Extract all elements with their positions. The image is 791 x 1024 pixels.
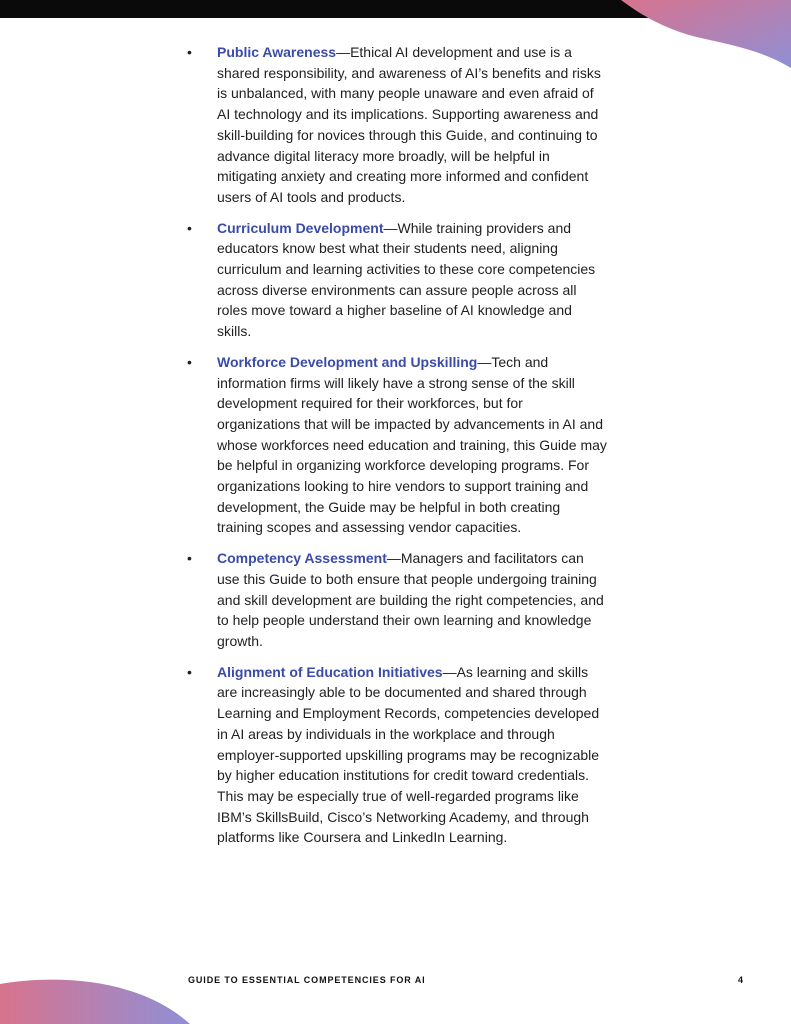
bullet-text: —Tech and information firms will likely have a strong sense of the skill development required for their workforces, but for organizations that will be impacted by advancements in AI and whose workforces need education and training, this Guide may be helpful in organizing workforce developing programs. For organizations looking to hire vendors to support training and development, the Guide may be helpful in both creating training scopes and assessing vendor capacities. — [217, 353, 607, 536]
bullet-term: Alignment of Education Initiatives — [217, 663, 443, 680]
list-item — [187, 352, 607, 538]
decorative-gradient-blob-top — [621, 0, 791, 70]
use-cases-list — [187, 42, 607, 858]
page-number: 4 — [738, 975, 744, 985]
bullet-term: Curriculum Development — [217, 219, 384, 236]
bullet-term: Workforce Development and Upskilling — [217, 353, 478, 370]
bullet-icon: • — [187, 550, 192, 567]
bullet-icon: • — [187, 663, 192, 680]
list-item — [187, 662, 607, 848]
decorative-gradient-blob-bottom — [0, 979, 200, 1024]
bullet-text: —While training providers and educators know best what their students need, aligning curriculum and learning activities to these core competencies across diverse environments can assure people across all roles move toward a higher baseline of AI knowledge and skills. — [217, 219, 596, 340]
bullet-text: —Ethical AI development and use is a shared responsibility, and awareness of AI’s benefits and risks is unbalanced, with many people unaware and even afraid of AI technology and its implications. Supporting awareness and skill-building for novices through this Guide, and continuing to advance digital literacy more broadly, will be helpful in mitigating anxiety and creating more informed and confident users of AI tools and products. — [217, 44, 601, 205]
bullet-icon: • — [187, 353, 192, 370]
bullet-text: —Managers and facilitators can use this Guide to both ensure that people undergoing training and skill development are building the right competencies, and to help people understand their own learning and knowledge growth. — [217, 550, 604, 649]
list-item — [187, 218, 607, 342]
bullet-icon: • — [187, 219, 192, 236]
bullet-term: Public Awareness — [217, 44, 337, 60]
list-item — [187, 42, 607, 208]
footer-document-title: GUIDE TO ESSENTIAL COMPETENCIES FOR AI — [188, 975, 426, 985]
bullet-text: —As learning and skills are increasingly able to be documented and shared through Learning and Employment Records, competencies developed in AI areas by individuals in the workplace and through employer-supported upskilling programs may be recognizable by higher education institutions for credit toward credentials. This may be especially true of well-regarded programs like IBM’s SkillsBuild, Cisco’s Networking Academy, and through platforms like Coursera and LinkedIn Learning. — [217, 663, 600, 846]
bullet-term: Competency Assessment — [217, 550, 387, 567]
bullet-icon: • — [187, 44, 192, 60]
list-item — [187, 548, 607, 652]
